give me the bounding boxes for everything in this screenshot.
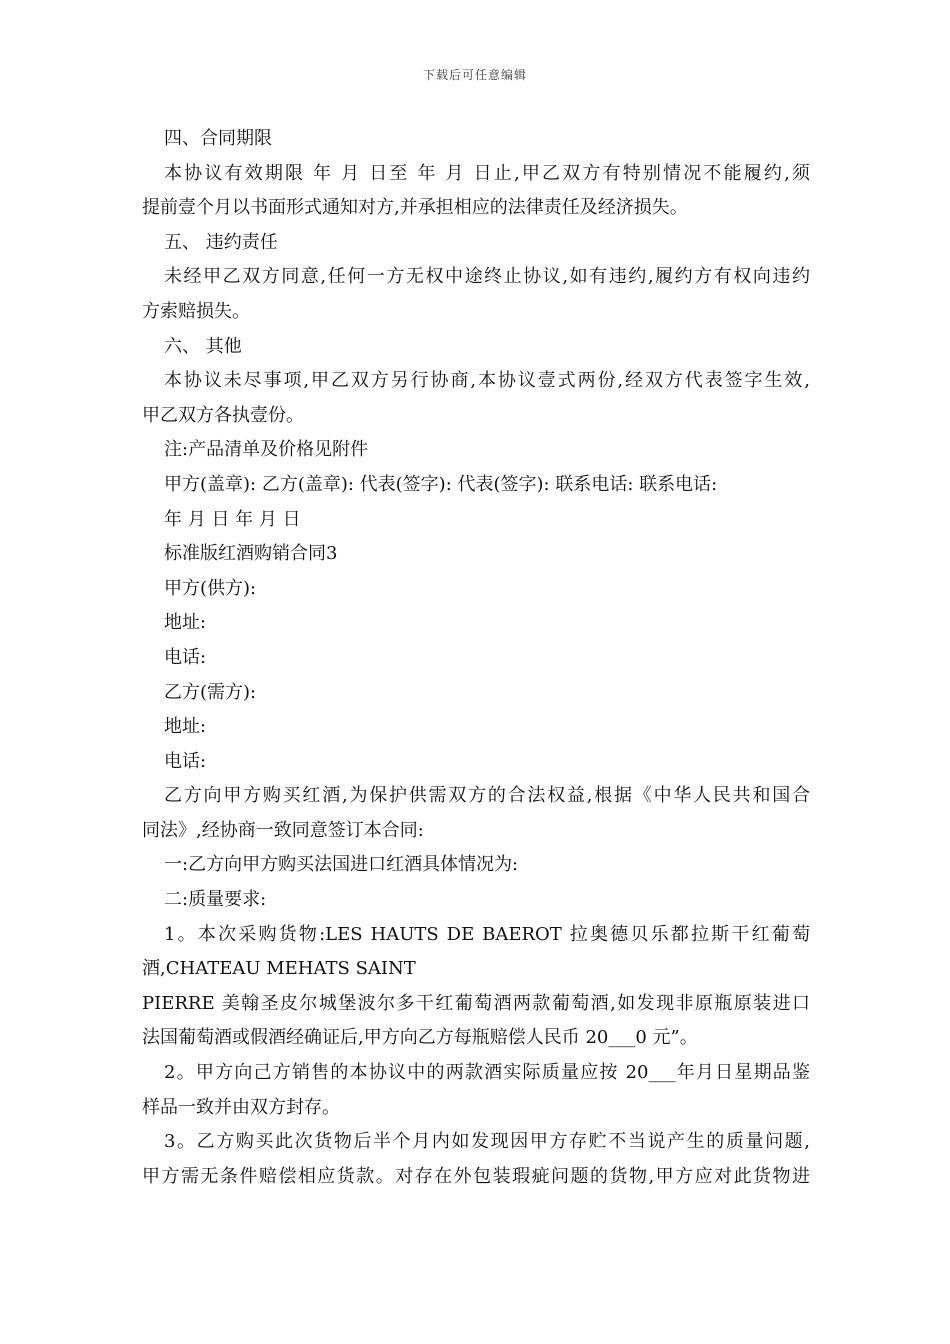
text-line: 注:产品清单及价格见附件 [164, 439, 369, 461]
text-line: 样品一致并由双方封存。 [142, 1096, 340, 1118]
text-line: 1。本次采购货物:LES HAUTS DE BAEROT 拉奥德贝乐都拉斯干红葡萄 [164, 923, 810, 945]
text-line: 年 月 日 年 月 日 [164, 508, 301, 530]
text-line: 甲方需无条件赔偿相应货款。对存在外包装瑕疵问题的货物,甲方应对此货物进 [142, 1165, 810, 1187]
text-line: 六、 其他 [164, 335, 242, 357]
text-line: 四、合同期限 [164, 128, 272, 149]
text-line: 甲乙双方各执壹份。 [142, 404, 304, 426]
text-line: 地址: [164, 716, 207, 738]
text-line: 2。甲方向己方销售的本协议中的两款酒实际质量应按 20___年月日星期品鉴 [164, 1062, 810, 1084]
text-line: 标准版红酒购销合同3 [164, 543, 338, 565]
text-line: 电话: [164, 750, 207, 772]
text-line: PIERRE 美翰圣皮尔城堡波尔多干红葡萄酒两款葡萄酒,如发现非原瓶原装进口 [142, 992, 810, 1014]
text-line: 二:质量要求: [164, 889, 267, 911]
text-line: 甲方(供方): [164, 577, 257, 599]
text-line: 3。乙方购买此次货物后半个月内如发现因甲方存贮不当说产生的质量问题, [164, 1131, 810, 1153]
text-line: 法国葡萄酒或假酒经确证后,甲方向乙方每瓶赔偿人民币 20___0 元”。 [142, 1027, 698, 1049]
text-line: 本协议有效期限 年 月 日至 年 月 日止,甲乙双方有特别情况不能履约,须 [164, 162, 810, 184]
text-line: 地址: [164, 612, 207, 634]
text-line: 一:乙方向甲方购买法国进口红酒具体情况为: [164, 854, 519, 876]
text-line: 未经甲乙双方同意,任何一方无权中途终止协议,如有违约,履约方有权向违约 [164, 266, 810, 288]
text-line: 酒,CHATEAU MEHATS SAINT [142, 958, 416, 980]
text-line: 同法》,经协商一致同意签订本合同: [142, 819, 424, 841]
text-line: 方索赔损失。 [142, 300, 250, 322]
text-line: 提前壹个月以书面形式通知对方,并承担相应的法律责任及经济损失。 [142, 197, 688, 219]
header-note: 下载后可任意编辑 [422, 68, 527, 82]
text-line: 甲方(盖章): 乙方(盖章): 代表(签字): 代表(签字): 联系电话: 联系电话: [164, 473, 718, 495]
text-line: 乙方向甲方购买红酒,为保护供需双方的合法权益,根据《中华人民共和国合 [164, 785, 810, 807]
text-line: 电话: [164, 646, 207, 668]
text-line: 乙方(需方): [164, 681, 257, 703]
document-body [142, 122, 810, 1194]
text-line: 五、 违约责任 [164, 231, 278, 253]
text-line: 本协议未尽事项,甲乙双方另行协商,本协议壹式两份,经双方代表签字生效, [164, 370, 810, 392]
